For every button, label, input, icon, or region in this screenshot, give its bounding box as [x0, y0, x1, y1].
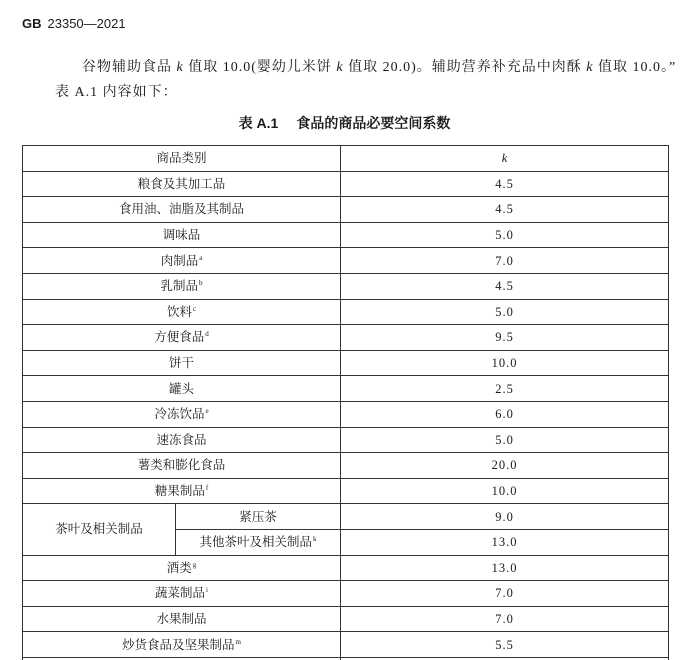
standard-code — [22, 16, 126, 31]
table-row — [23, 273, 669, 299]
k-symbol: k — [176, 60, 184, 75]
footnote-marker: g — [192, 560, 197, 569]
category-cell — [23, 581, 341, 607]
k-value: 7.0 — [341, 581, 669, 607]
table-row — [23, 427, 669, 453]
category-name: 酒类 — [166, 560, 192, 575]
table-row — [23, 606, 669, 632]
k-value: 10.0 — [341, 478, 669, 504]
category-name: 饼干 — [169, 356, 195, 371]
table-row — [23, 632, 669, 658]
category-cell — [23, 376, 341, 402]
group-category-cell: 茶叶及相关制品 — [23, 504, 176, 555]
category-name: 速冻食品 — [156, 432, 207, 447]
k-value: 4.5 — [341, 171, 669, 197]
table-row — [23, 581, 669, 607]
footnote-marker: d — [205, 330, 209, 339]
table-row — [23, 478, 669, 504]
category-cell — [23, 401, 341, 427]
table-title-text: 食品的商品必要空间系数 — [296, 115, 451, 131]
category-cell — [23, 427, 341, 453]
table-title-number: 表 A.1 — [238, 115, 279, 131]
k-value: 20.0 — [341, 453, 669, 479]
paragraph-line-1 — [82, 56, 676, 76]
table-row — [23, 197, 669, 223]
footnote-marker: e — [205, 407, 209, 416]
table-row — [23, 401, 669, 427]
footnote-marker: i — [206, 586, 208, 595]
table-title — [0, 113, 689, 133]
table-row — [23, 325, 669, 351]
standard-number: 23350—2021 — [47, 16, 126, 31]
category-name: 方便食品 — [154, 330, 205, 345]
category-cell — [23, 222, 341, 248]
category-cell — [23, 632, 341, 658]
text-segment: 值取 20.0)。辅助营养补充品中肉酥 — [343, 60, 587, 75]
category-name: 调味品 — [162, 228, 201, 243]
category-cell — [23, 171, 341, 197]
category-cell — [23, 606, 341, 632]
category-name: 冷冻饮品 — [154, 407, 205, 422]
footnote-marker: b — [199, 279, 203, 288]
table-header-row — [23, 146, 669, 172]
table-row — [23, 555, 669, 581]
category-cell — [23, 555, 341, 581]
k-value: 5.0 — [341, 299, 669, 325]
table-row — [23, 171, 669, 197]
paragraph-line-2: 表 A.1 内容如下： — [55, 85, 178, 100]
category-cell — [23, 197, 341, 223]
subcategory-cell — [176, 529, 341, 555]
subcategory-name: 紧压茶 — [239, 509, 277, 524]
k-value: 9.5 — [341, 325, 669, 351]
k-value: 2.5 — [341, 376, 669, 402]
text-segment: 值取 10.0(婴幼儿米饼 — [183, 60, 337, 75]
k-value: 6.0 — [341, 401, 669, 427]
k-value: 5.0 — [341, 427, 669, 453]
category-cell — [23, 453, 341, 479]
category-name: 罐头 — [169, 381, 195, 396]
footnote-marker: k — [313, 535, 317, 544]
category-name: 炒货食品及坚果制品 — [122, 637, 235, 652]
k-value: 4.5 — [341, 197, 669, 223]
text-segment: 谷物辅助食品 — [82, 60, 177, 75]
k-value: 5.5 — [341, 632, 669, 658]
category-name: 饮料 — [166, 304, 192, 319]
table-row — [23, 222, 669, 248]
category-name: 食用油、油脂及其制品 — [119, 202, 245, 217]
column-header-category: 商品类别 — [23, 146, 341, 172]
column-header-k: k — [341, 146, 669, 172]
category-cell — [23, 350, 341, 376]
table-row — [23, 453, 669, 479]
category-name: 水果制品 — [156, 611, 207, 626]
table-row — [23, 350, 669, 376]
k-value: 7.0 — [341, 248, 669, 274]
k-value: 9.0 — [341, 504, 669, 530]
k-value: 13.0 — [341, 529, 669, 555]
category-cell — [23, 478, 341, 504]
k-value: 5.0 — [341, 222, 669, 248]
subcategory-cell — [176, 504, 341, 530]
category-name: 糖果制品 — [154, 484, 205, 499]
category-cell — [23, 273, 341, 299]
footnote-marker: a — [199, 253, 203, 262]
footnote-marker: m — [235, 637, 241, 646]
footnote-marker: f — [205, 484, 209, 493]
category-name: 乳制品 — [160, 279, 199, 294]
k-value: 10.0 — [341, 350, 669, 376]
footnote-marker: c — [192, 304, 197, 313]
k-value: 13.0 — [341, 555, 669, 581]
category-name: 粮食及其加工品 — [137, 176, 226, 191]
k-value: 4.5 — [341, 273, 669, 299]
category-cell — [23, 248, 341, 274]
table-row — [23, 299, 669, 325]
category-name: 蔬菜制品 — [155, 586, 206, 601]
k-value: 7.0 — [341, 606, 669, 632]
k-symbol: k — [586, 60, 594, 75]
category-name: 薯类和膨化食品 — [137, 458, 226, 473]
coefficient-table — [22, 145, 669, 660]
category-cell — [23, 299, 341, 325]
table-row — [23, 504, 669, 530]
k-symbol: k — [336, 60, 344, 75]
text-segment: 值取 10.0。” — [593, 60, 677, 75]
standard-prefix: GB — [22, 16, 42, 31]
category-name: 肉制品 — [160, 253, 199, 268]
table-row — [23, 248, 669, 274]
table-row — [23, 376, 669, 402]
subcategory-name: 其他茶叶及相关制品 — [199, 535, 313, 550]
category-cell — [23, 325, 341, 351]
